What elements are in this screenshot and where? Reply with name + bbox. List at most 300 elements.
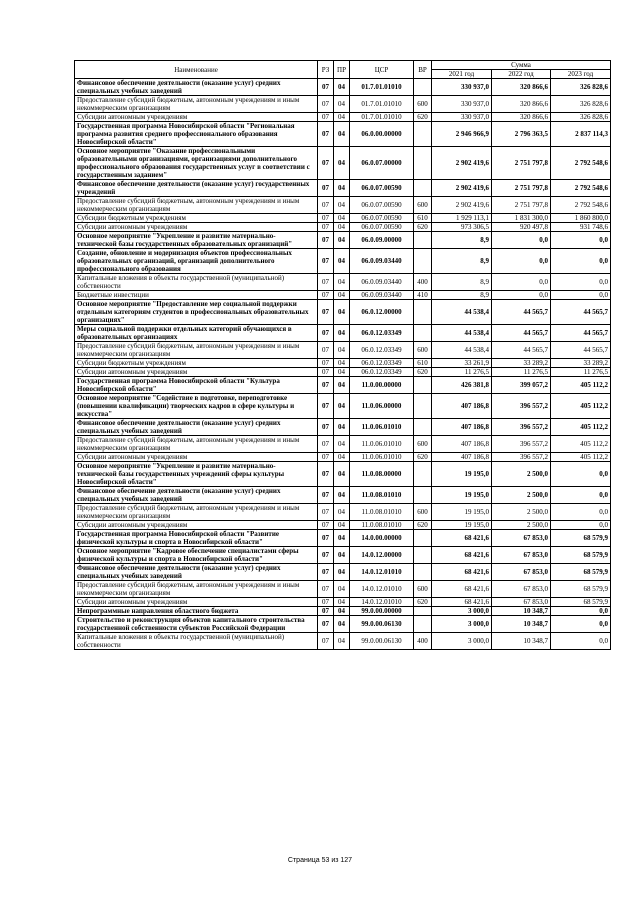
table-row: [75, 607, 611, 616]
cell-2022: 2 500,0: [492, 462, 551, 487]
cell-csr: 14.0.12.01010: [350, 581, 414, 598]
table-row: [75, 223, 611, 232]
cell-2022: 2 751 797,8: [492, 197, 551, 214]
cell-rz: 07: [318, 232, 334, 249]
cell-vr: [414, 530, 432, 547]
cell-2023: 68 579,9: [551, 547, 611, 564]
cell-2021: 8,9: [432, 232, 492, 249]
table-row: [75, 598, 611, 607]
cell-csr: 01.7.01.01010: [350, 96, 414, 113]
cell-pr: 04: [334, 291, 350, 300]
cell-pr: 04: [334, 453, 350, 462]
table-body: [75, 79, 611, 650]
cell-name: Финансовое обеспечение деятельности (оказание услуг) средних специальных учебных заведений: [75, 564, 318, 581]
cell-pr: 04: [334, 79, 350, 96]
table-row: [75, 616, 611, 633]
table-row: [75, 462, 611, 487]
cell-name: Капитальные вложения в объекты государственной (муниципальной) собственности: [75, 633, 318, 650]
cell-2023: 326 828,6: [551, 113, 611, 122]
cell-2021: 407 186,8: [432, 394, 492, 419]
cell-2023: 33 289,2: [551, 359, 611, 368]
cell-2021: 8,9: [432, 291, 492, 300]
cell-name: Меры социальной поддержки отдельных категорий обучающихся в образовательных организациях: [75, 325, 318, 342]
cell-rz: 07: [318, 581, 334, 598]
table-header: [75, 61, 611, 79]
cell-vr: 620: [414, 453, 432, 462]
cell-2021: 68 421,6: [432, 564, 492, 581]
cell-vr: 620: [414, 223, 432, 232]
cell-rz: 07: [318, 607, 334, 616]
table-row: [75, 180, 611, 197]
cell-name: Предоставление субсидий бюджетным, автономным учреждениям и иным некоммерческим организациям: [75, 342, 318, 359]
cell-2022: 320 866,6: [492, 113, 551, 122]
cell-2023: 2 792 548,6: [551, 197, 611, 214]
cell-vr: [414, 249, 432, 274]
table-row: [75, 325, 611, 342]
cell-2023: 68 579,9: [551, 564, 611, 581]
cell-csr: 06.0.00.00000: [350, 122, 414, 147]
cell-2023: 0,0: [551, 504, 611, 521]
cell-2021: 19 195,0: [432, 504, 492, 521]
cell-vr: [414, 462, 432, 487]
cell-2021: 426 381,8: [432, 377, 492, 394]
cell-name: Финансовое обеспечение деятельности (оказание услуг) государственных учреждений: [75, 180, 318, 197]
cell-rz: 07: [318, 419, 334, 436]
cell-vr: [414, 300, 432, 325]
cell-pr: 04: [334, 394, 350, 419]
cell-2023: 0,0: [551, 249, 611, 274]
table-row: [75, 547, 611, 564]
cell-name: Субсидии автономным учреждениям: [75, 113, 318, 122]
table-row: [75, 122, 611, 147]
cell-csr: 99.0.00.06130: [350, 616, 414, 633]
cell-vr: [414, 122, 432, 147]
cell-2023: 68 579,9: [551, 598, 611, 607]
cell-csr: 11.0.08.01010: [350, 487, 414, 504]
cell-2021: 2 902 419,6: [432, 180, 492, 197]
cell-2022: 2 796 363,5: [492, 122, 551, 147]
cell-name: Предоставление субсидий бюджетным, автономным учреждениям и иным некоммерческим организациям: [75, 197, 318, 214]
table-row: [75, 436, 611, 453]
cell-pr: 04: [334, 232, 350, 249]
cell-name: Предоставление субсидий бюджетным, автономным учреждениям и иным некоммерческим организациям: [75, 436, 318, 453]
table-row: [75, 359, 611, 368]
table-row: [75, 419, 611, 436]
table-row: [75, 291, 611, 300]
cell-2021: 330 937,0: [432, 113, 492, 122]
table-row: [75, 633, 611, 650]
cell-vr: 620: [414, 113, 432, 122]
cell-2022: 2 500,0: [492, 521, 551, 530]
cell-2023: 0,0: [551, 521, 611, 530]
cell-vr: 410: [414, 291, 432, 300]
cell-2023: 405 112,2: [551, 436, 611, 453]
cell-rz: 07: [318, 564, 334, 581]
cell-rz: 07: [318, 249, 334, 274]
table-row: [75, 564, 611, 581]
cell-2021: 68 421,6: [432, 581, 492, 598]
cell-2022: 67 853,0: [492, 547, 551, 564]
cell-2022: 2 751 797,8: [492, 147, 551, 180]
cell-2021: 19 195,0: [432, 521, 492, 530]
cell-vr: 610: [414, 214, 432, 223]
cell-vr: [414, 377, 432, 394]
cell-pr: 04: [334, 581, 350, 598]
col-header-csr: ЦСР: [350, 61, 414, 79]
cell-2022: 67 853,0: [492, 581, 551, 598]
cell-rz: 07: [318, 300, 334, 325]
cell-rz: 07: [318, 394, 334, 419]
cell-pr: 04: [334, 180, 350, 197]
cell-2022: 396 557,2: [492, 453, 551, 462]
cell-csr: 06.0.07.00590: [350, 214, 414, 223]
cell-pr: 04: [334, 249, 350, 274]
cell-pr: 04: [334, 436, 350, 453]
cell-pr: 04: [334, 300, 350, 325]
cell-pr: 04: [334, 377, 350, 394]
table-row: [75, 113, 611, 122]
cell-rz: 07: [318, 453, 334, 462]
cell-2022: 2 500,0: [492, 487, 551, 504]
cell-pr: 04: [334, 223, 350, 232]
table-row: [75, 487, 611, 504]
cell-csr: 11.0.06.01010: [350, 436, 414, 453]
cell-rz: 07: [318, 223, 334, 232]
cell-2021: 2 946 966,9: [432, 122, 492, 147]
table-row: [75, 300, 611, 325]
cell-name: Непрограммные направления областного бюджета: [75, 607, 318, 616]
cell-pr: 04: [334, 96, 350, 113]
cell-rz: 07: [318, 96, 334, 113]
cell-2022: 67 853,0: [492, 530, 551, 547]
col-header-rz: РЗ: [318, 61, 334, 79]
cell-name: Субсидии автономным учреждениям: [75, 223, 318, 232]
cell-name: Капитальные вложения в объекты государственной (муниципальной) собственности: [75, 274, 318, 291]
cell-2023: 2 792 548,6: [551, 147, 611, 180]
cell-2021: 8,9: [432, 274, 492, 291]
cell-2023: 405 112,2: [551, 453, 611, 462]
cell-csr: 14.0.12.01010: [350, 598, 414, 607]
cell-vr: [414, 79, 432, 96]
cell-vr: [414, 616, 432, 633]
cell-2023: 931 748,6: [551, 223, 611, 232]
cell-vr: 610: [414, 359, 432, 368]
cell-csr: 01.7.01.01010: [350, 113, 414, 122]
cell-2022: 10 348,7: [492, 633, 551, 650]
cell-vr: 600: [414, 96, 432, 113]
cell-csr: 11.0.08.00000: [350, 462, 414, 487]
cell-2022: 67 853,0: [492, 564, 551, 581]
table-row: [75, 521, 611, 530]
cell-2021: 68 421,6: [432, 598, 492, 607]
cell-pr: 04: [334, 504, 350, 521]
cell-pr: 04: [334, 419, 350, 436]
table-row: [75, 453, 611, 462]
cell-2022: 11 276,5: [492, 368, 551, 377]
cell-2022: 0,0: [492, 274, 551, 291]
col-header-2023: 2023 год: [551, 70, 611, 79]
cell-name: Предоставление субсидий бюджетным, автономным учреждениям и иным некоммерческим организациям: [75, 581, 318, 598]
cell-2021: 407 186,8: [432, 436, 492, 453]
cell-name: Субсидии бюджетным учреждениям: [75, 214, 318, 223]
cell-name: Государственная программа Новосибирской области "Культура Новосибирской области": [75, 377, 318, 394]
cell-rz: 07: [318, 79, 334, 96]
table-row: [75, 377, 611, 394]
cell-pr: 04: [334, 487, 350, 504]
cell-pr: 04: [334, 325, 350, 342]
cell-2022: 10 348,7: [492, 616, 551, 633]
cell-csr: 06.0.07.00590: [350, 197, 414, 214]
cell-2021: 407 186,8: [432, 419, 492, 436]
cell-2022: 0,0: [492, 291, 551, 300]
cell-csr: 01.7.01.01010: [350, 79, 414, 96]
cell-2021: 3 000,0: [432, 633, 492, 650]
cell-pr: 04: [334, 598, 350, 607]
cell-2021: 11 276,5: [432, 368, 492, 377]
cell-rz: 07: [318, 436, 334, 453]
cell-csr: 11.0.08.01010: [350, 521, 414, 530]
cell-2022: 67 853,0: [492, 598, 551, 607]
cell-rz: 07: [318, 377, 334, 394]
cell-2021: 2 902 419,6: [432, 197, 492, 214]
cell-vr: [414, 487, 432, 504]
col-header-pr: ПР: [334, 61, 350, 79]
cell-pr: 04: [334, 113, 350, 122]
cell-pr: 04: [334, 607, 350, 616]
cell-vr: [414, 419, 432, 436]
cell-2022: 44 565,7: [492, 300, 551, 325]
cell-vr: 620: [414, 598, 432, 607]
cell-pr: 04: [334, 521, 350, 530]
cell-rz: 07: [318, 122, 334, 147]
cell-2022: 1 831 300,0: [492, 214, 551, 223]
table-row: [75, 197, 611, 214]
cell-csr: 99.0.00.00000: [350, 607, 414, 616]
cell-rz: 07: [318, 504, 334, 521]
cell-vr: [414, 564, 432, 581]
cell-2023: 0,0: [551, 274, 611, 291]
cell-rz: 07: [318, 633, 334, 650]
cell-rz: 07: [318, 359, 334, 368]
cell-name: Государственная программа Новосибирской области "Региональная программа развития среднего профессионального образования Новосибирской области": [75, 122, 318, 147]
cell-2021: 3 000,0: [432, 607, 492, 616]
table-row: [75, 274, 611, 291]
cell-2022: 396 557,2: [492, 394, 551, 419]
cell-2022: 320 866,6: [492, 96, 551, 113]
cell-2022: 33 289,2: [492, 359, 551, 368]
cell-2021: 44 538,4: [432, 325, 492, 342]
cell-2023: 0,0: [551, 487, 611, 504]
cell-rz: 07: [318, 547, 334, 564]
cell-2021: 1 929 113,1: [432, 214, 492, 223]
cell-pr: 04: [334, 368, 350, 377]
cell-pr: 04: [334, 147, 350, 180]
cell-csr: 06.0.12.03349: [350, 342, 414, 359]
cell-rz: 07: [318, 342, 334, 359]
cell-2021: 44 538,4: [432, 300, 492, 325]
cell-csr: 06.0.07.00000: [350, 147, 414, 180]
cell-2021: 8,9: [432, 249, 492, 274]
cell-2022: 10 348,7: [492, 607, 551, 616]
cell-pr: 04: [334, 274, 350, 291]
cell-rz: 07: [318, 616, 334, 633]
cell-2022: 44 565,7: [492, 325, 551, 342]
budget-table-page: [74, 60, 610, 650]
cell-rz: 07: [318, 180, 334, 197]
cell-csr: 06.0.12.03349: [350, 368, 414, 377]
cell-rz: 07: [318, 147, 334, 180]
cell-csr: 06.0.07.00590: [350, 180, 414, 197]
cell-rz: 07: [318, 325, 334, 342]
cell-vr: 600: [414, 504, 432, 521]
cell-rz: 07: [318, 598, 334, 607]
cell-2023: 44 565,7: [551, 342, 611, 359]
cell-name: Финансовое обеспечение деятельности (оказание услуг) средних специальных учебных заведений: [75, 419, 318, 436]
col-header-2021: 2021 год: [432, 70, 492, 79]
cell-rz: 07: [318, 368, 334, 377]
cell-vr: 400: [414, 274, 432, 291]
table-row: [75, 504, 611, 521]
cell-vr: 600: [414, 197, 432, 214]
cell-vr: 600: [414, 342, 432, 359]
table-row: [75, 147, 611, 180]
cell-2023: 11 276,5: [551, 368, 611, 377]
cell-csr: 11.0.06.00000: [350, 394, 414, 419]
cell-2022: 320 866,6: [492, 79, 551, 96]
cell-vr: 620: [414, 368, 432, 377]
cell-rz: 07: [318, 521, 334, 530]
cell-2023: 0,0: [551, 633, 611, 650]
cell-csr: 11.0.06.01010: [350, 419, 414, 436]
cell-2022: 0,0: [492, 249, 551, 274]
cell-2021: 68 421,6: [432, 530, 492, 547]
cell-vr: [414, 232, 432, 249]
cell-rz: 07: [318, 214, 334, 223]
table-row: [75, 342, 611, 359]
table-row: [75, 214, 611, 223]
table-row: [75, 79, 611, 96]
cell-2022: 2 500,0: [492, 504, 551, 521]
cell-2021: 19 195,0: [432, 487, 492, 504]
cell-csr: 06.0.09.00000: [350, 232, 414, 249]
cell-2021: 19 195,0: [432, 462, 492, 487]
cell-name: Государственная программа Новосибирской области "Развитие физической культуры и спорта в Новосибирской области": [75, 530, 318, 547]
cell-csr: 14.0.12.01010: [350, 564, 414, 581]
table-row: [75, 96, 611, 113]
cell-csr: 11.0.06.01010: [350, 453, 414, 462]
cell-rz: 07: [318, 113, 334, 122]
cell-name: Основное мероприятие "Кадровое обеспечение специалистами сферы физической культуры и спорта в Новосибирской области": [75, 547, 318, 564]
cell-rz: 07: [318, 274, 334, 291]
cell-vr: [414, 180, 432, 197]
cell-2023: 68 579,9: [551, 530, 611, 547]
cell-2021: 407 186,8: [432, 453, 492, 462]
cell-2022: 920 497,8: [492, 223, 551, 232]
cell-name: Основное мероприятие "Предоставление мер социальной поддержки отдельным категориям студентов в профессиональных образовательных организациях": [75, 300, 318, 325]
cell-vr: 600: [414, 436, 432, 453]
cell-2021: 2 902 419,6: [432, 147, 492, 180]
cell-2023: 405 112,2: [551, 377, 611, 394]
cell-2023: 326 828,6: [551, 96, 611, 113]
table-row: [75, 530, 611, 547]
table-row: [75, 249, 611, 274]
cell-rz: 07: [318, 530, 334, 547]
cell-2021: 973 306,5: [432, 223, 492, 232]
cell-csr: 06.0.12.03349: [350, 359, 414, 368]
cell-2022: 396 557,2: [492, 436, 551, 453]
cell-rz: 07: [318, 487, 334, 504]
cell-csr: 11.0.08.01010: [350, 504, 414, 521]
cell-2023: 1 860 800,0: [551, 214, 611, 223]
cell-name: Основное мероприятие "Оказание профессиональными образовательными организациями, организациями дополнительного профессионального образования государственных услуг в соответствии с государственным заданием": [75, 147, 318, 180]
cell-name: Финансовое обеспечение деятельности (оказание услуг) средних специальных учебных заведений: [75, 487, 318, 504]
cell-csr: 14.0.00.00000: [350, 530, 414, 547]
cell-pr: 04: [334, 564, 350, 581]
cell-csr: 06.0.09.03440: [350, 291, 414, 300]
table-row: [75, 581, 611, 598]
cell-pr: 04: [334, 197, 350, 214]
cell-vr: [414, 394, 432, 419]
cell-vr: [414, 607, 432, 616]
cell-name: Предоставление субсидий бюджетным, автономным учреждениям и иным некоммерческим организациям: [75, 96, 318, 113]
col-header-name: Наименование: [75, 61, 318, 79]
col-header-2022: 2022 год: [492, 70, 551, 79]
cell-2022: 396 557,2: [492, 419, 551, 436]
cell-2023: 68 579,9: [551, 581, 611, 598]
cell-name: Субсидии автономным учреждениям: [75, 521, 318, 530]
cell-vr: [414, 547, 432, 564]
cell-name: Основное мероприятие "Укрепление и развитие материально-технической базы государственных учреждений сферы культуры Новосибирской области": [75, 462, 318, 487]
cell-pr: 04: [334, 122, 350, 147]
cell-vr: [414, 325, 432, 342]
cell-csr: 06.0.12.00000: [350, 300, 414, 325]
cell-pr: 04: [334, 530, 350, 547]
cell-2022: 0,0: [492, 232, 551, 249]
cell-rz: 07: [318, 462, 334, 487]
cell-pr: 04: [334, 462, 350, 487]
cell-2023: 0,0: [551, 232, 611, 249]
cell-2021: 44 538,4: [432, 342, 492, 359]
cell-name: Субсидии автономным учреждениям: [75, 453, 318, 462]
cell-2023: 44 565,7: [551, 325, 611, 342]
cell-csr: 99.0.00.06130: [350, 633, 414, 650]
cell-csr: 06.0.07.00590: [350, 223, 414, 232]
cell-name: Субсидии автономным учреждениям: [75, 598, 318, 607]
cell-csr: 06.0.09.03440: [350, 249, 414, 274]
cell-csr: 11.0.00.00000: [350, 377, 414, 394]
cell-name: Основное мероприятие "Содействие в подготовке, переподготовке (повышении квалификации) творческих кадров в сфере культуры и искусства": [75, 394, 318, 419]
cell-2023: 44 565,7: [551, 300, 611, 325]
cell-rz: 07: [318, 197, 334, 214]
cell-pr: 04: [334, 214, 350, 223]
cell-name: Основное мероприятие "Укрепление и развитие материально-технической базы государственных образовательных организаций": [75, 232, 318, 249]
cell-name: Создание, обновление и модернизация объектов профессиональных образовательных организаций, организаций дополнительного профессионального образования: [75, 249, 318, 274]
cell-2023: 0,0: [551, 291, 611, 300]
cell-pr: 04: [334, 359, 350, 368]
cell-vr: 600: [414, 581, 432, 598]
cell-2021: 33 261,9: [432, 359, 492, 368]
cell-2021: 330 937,0: [432, 79, 492, 96]
cell-vr: 400: [414, 633, 432, 650]
col-header-vr: ВР: [414, 61, 432, 79]
table-row: [75, 394, 611, 419]
cell-vr: [414, 147, 432, 180]
cell-2023: 326 828,6: [551, 79, 611, 96]
cell-csr: 06.0.12.03349: [350, 325, 414, 342]
cell-csr: 14.0.12.00000: [350, 547, 414, 564]
cell-2023: 2 792 548,6: [551, 180, 611, 197]
cell-2023: 2 837 114,3: [551, 122, 611, 147]
